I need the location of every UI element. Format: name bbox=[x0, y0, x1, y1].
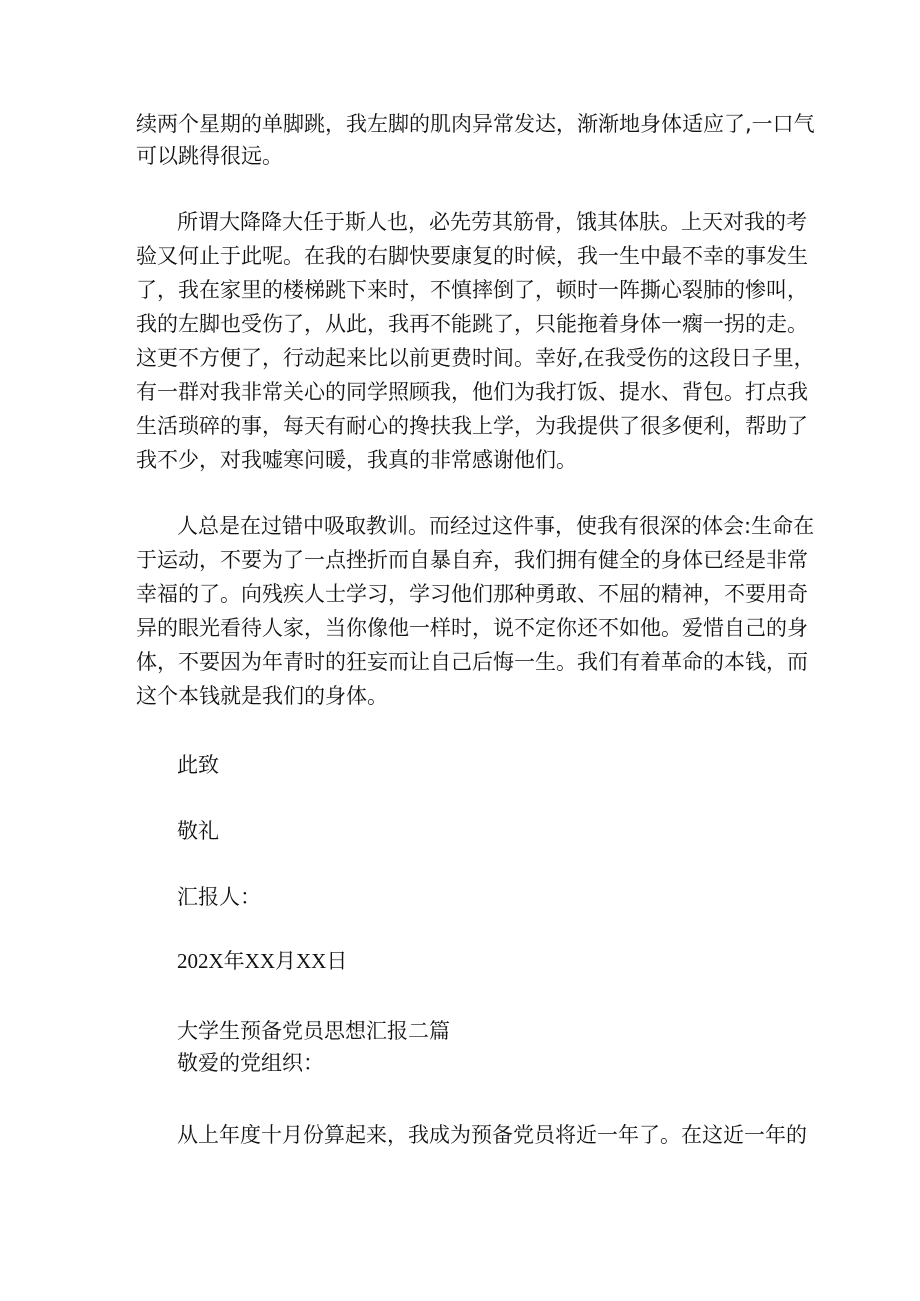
text-line: 可以跳得很远。 bbox=[136, 144, 283, 168]
text-line: 我不少，对我嘘寒问暖，我真的非常感谢他们。 bbox=[136, 448, 577, 472]
article-greeting: 敬爱的党组织： bbox=[177, 1051, 324, 1075]
text-line: 人总是在过错中吸取教训。而经过这件事，使我有很深的体会:生命在 bbox=[177, 514, 815, 538]
text-line: 所谓大降降大任于斯人也，必先劳其筋骨，饿其体肤。上天对我的考 bbox=[177, 210, 807, 234]
text-line: 续两个星期的单脚跳，我左脚的肌肉异常发达，渐渐地身体适应了,一口气 bbox=[136, 112, 815, 136]
salutation-cizhi: 此致 bbox=[177, 753, 219, 777]
text-line: 了，我在家里的楼梯跳下来时，不慎摔倒了，顿时一阵撕心裂肺的惨叫， bbox=[136, 278, 808, 302]
salutation-jingli: 敬礼 bbox=[177, 819, 219, 843]
text-line: 这个本钱就是我们的身体。 bbox=[136, 684, 388, 708]
text-line: 幸福的了。向残疾人士学习，学习他们那种勇敢、不屈的精神，不要用奇 bbox=[136, 582, 808, 606]
text-line: 体，不要因为年青时的狂妄而让自己后悔一生。我们有着革命的本钱，而 bbox=[136, 650, 808, 674]
article-title: 大学生预备党员思想汇报二篇 bbox=[177, 1019, 450, 1043]
text-line: 异的眼光看待人家，当你像他一样时，说不定你还不如他。爱惜自己的身 bbox=[136, 616, 808, 640]
text-line: 这更不方便了，行动起来比以前更费时间。幸好,在我受伤的这段日子里， bbox=[136, 346, 815, 370]
reporter-label: 汇报人： bbox=[177, 885, 261, 909]
text-line: 我的左脚也受伤了，从此，我再不能跳了，只能拖着身体一瘸一拐的走。 bbox=[136, 312, 808, 336]
text-line: 从上年度十月份算起来，我成为预备党员将近一年了。在这近一年的 bbox=[177, 1123, 807, 1147]
text-line: 生活琐碎的事，每天有耐心的搀扶我上学，为我提供了很多便利，帮助了 bbox=[136, 414, 808, 438]
report-date: 202X年XX月XX日 bbox=[177, 949, 348, 973]
text-line: 验又何止于此呢。在我的右脚快要康复的时候，我一生中最不幸的事发生 bbox=[136, 244, 808, 268]
text-line: 于运动，不要为了一点挫折而自暴自弃，我们拥有健全的身体已经是非常 bbox=[136, 548, 808, 572]
text-line: 有一群对我非常关心的同学照顾我，他们为我打饭、提水、背包。打点我 bbox=[136, 380, 808, 404]
